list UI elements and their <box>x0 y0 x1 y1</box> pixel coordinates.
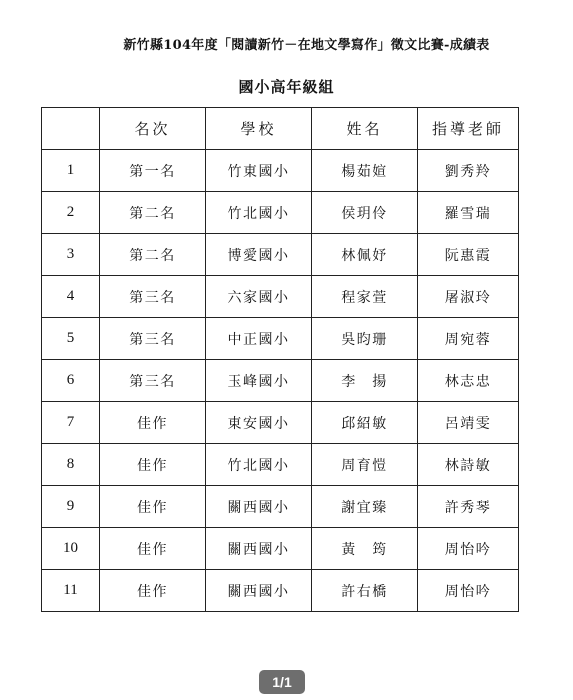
table-row <box>42 570 519 612</box>
cell-number: 11 <box>42 570 100 612</box>
cell-school: 六家國小 <box>206 276 312 318</box>
cell-rank: 第三名 <box>100 360 206 402</box>
table-row <box>42 276 519 318</box>
cell-name: 楊茹媗 <box>312 150 418 192</box>
cell-rank: 第三名 <box>100 318 206 360</box>
table-row <box>42 192 519 234</box>
cell-rank: 第二名 <box>100 234 206 276</box>
table-row <box>42 528 519 570</box>
cell-name: 許右橋 <box>312 570 418 612</box>
cell-rank: 佳作 <box>100 570 206 612</box>
cell-number: 8 <box>42 444 100 486</box>
header-rank: 名次 <box>100 108 206 150</box>
cell-rank: 佳作 <box>100 444 206 486</box>
cell-school: 關西國小 <box>206 570 312 612</box>
cell-number: 10 <box>42 528 100 570</box>
cell-rank: 第三名 <box>100 276 206 318</box>
header-school: 學校 <box>206 108 312 150</box>
cell-name: 謝宜臻 <box>312 486 418 528</box>
cell-name: 程家萱 <box>312 276 418 318</box>
cell-teacher: 阮惠霞 <box>418 234 519 276</box>
cell-teacher: 羅雪瑞 <box>418 192 519 234</box>
cell-name: 黃 筠 <box>312 528 418 570</box>
cell-name: 林佩妤 <box>312 234 418 276</box>
header-teacher: 指導老師 <box>418 108 519 150</box>
table-row <box>42 318 519 360</box>
cell-teacher: 屠淑玲 <box>418 276 519 318</box>
table-row <box>42 234 519 276</box>
cell-rank: 第一名 <box>100 150 206 192</box>
table-row <box>42 360 519 402</box>
cell-number: 5 <box>42 318 100 360</box>
cell-school: 中正國小 <box>206 318 312 360</box>
group-title: 國小高年級組 <box>238 78 335 96</box>
table-row <box>42 402 519 444</box>
table-row <box>42 444 519 486</box>
table-header-row <box>42 108 519 150</box>
cell-school: 竹北國小 <box>206 444 312 486</box>
cell-number: 3 <box>42 234 100 276</box>
cell-number: 4 <box>42 276 100 318</box>
cell-number: 6 <box>42 360 100 402</box>
cell-school: 關西國小 <box>206 486 312 528</box>
cell-number: 7 <box>42 402 100 444</box>
cell-school: 東安國小 <box>206 402 312 444</box>
cell-name: 吳昀珊 <box>312 318 418 360</box>
cell-teacher: 呂靖雯 <box>418 402 519 444</box>
table-row <box>42 150 519 192</box>
cell-teacher: 周怡吟 <box>418 528 519 570</box>
cell-number: 1 <box>42 150 100 192</box>
document-title: 新竹縣104年度「閱讀新竹－在地文學寫作」徵文比賽-成績表 <box>123 38 490 53</box>
cell-rank: 佳作 <box>100 402 206 444</box>
header-name: 姓名 <box>312 108 418 150</box>
cell-school: 關西國小 <box>206 528 312 570</box>
cell-name: 侯玥伶 <box>312 192 418 234</box>
cell-teacher: 劉秀羚 <box>418 150 519 192</box>
cell-rank: 佳作 <box>100 528 206 570</box>
cell-rank: 佳作 <box>100 486 206 528</box>
cell-name: 李 揚 <box>312 360 418 402</box>
cell-teacher: 林志忠 <box>418 360 519 402</box>
cell-number: 9 <box>42 486 100 528</box>
header-number <box>42 108 100 150</box>
cell-school: 竹北國小 <box>206 192 312 234</box>
cell-number: 2 <box>42 192 100 234</box>
cell-name: 周育愷 <box>312 444 418 486</box>
results-table <box>41 107 519 612</box>
cell-school: 竹東國小 <box>206 150 312 192</box>
cell-school: 玉峰國小 <box>206 360 312 402</box>
cell-school: 博愛國小 <box>206 234 312 276</box>
cell-teacher: 周怡吟 <box>418 570 519 612</box>
cell-teacher: 許秀琴 <box>418 486 519 528</box>
cell-teacher: 周宛蓉 <box>418 318 519 360</box>
table-row <box>42 486 519 528</box>
cell-teacher: 林詩敏 <box>418 444 519 486</box>
page-indicator: 1/1 <box>259 670 305 694</box>
cell-rank: 第二名 <box>100 192 206 234</box>
cell-name: 邱紹敏 <box>312 402 418 444</box>
